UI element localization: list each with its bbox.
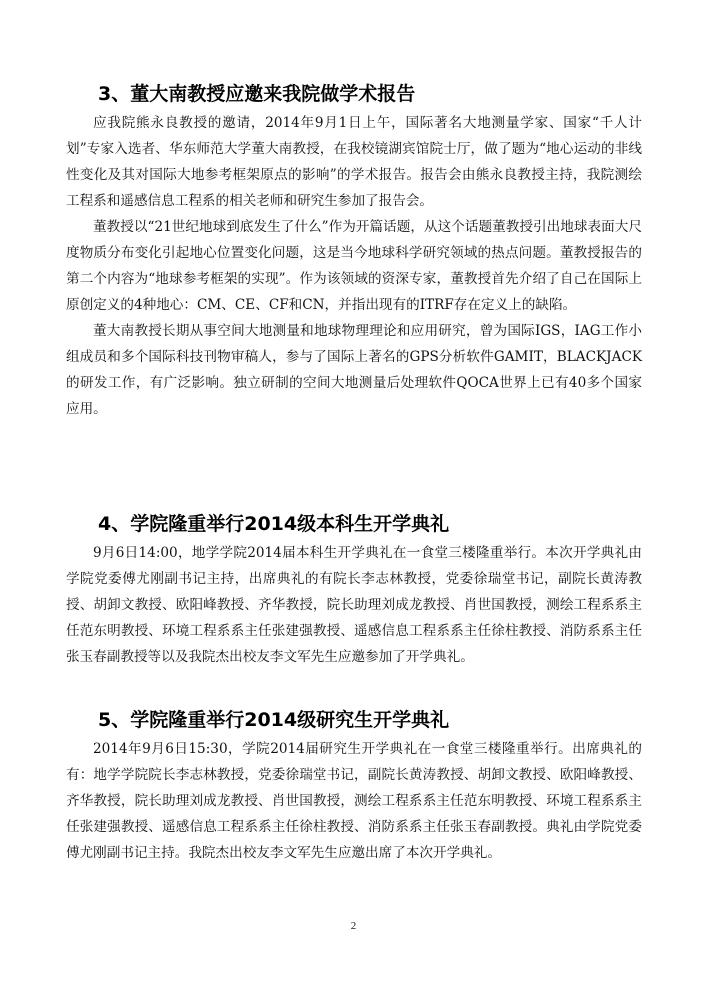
section-heading: 4、学院隆重举行2014级本科生开学典礼 bbox=[98, 513, 450, 535]
paragraph: 董大南教授长期从事空间大地测量和地球物理理论和应用研究，曾为国际IGS，IAG工作小组成员和多个国际科技刊物审稿人，参与了国际上著名的GPS分析软件GAMIT，BLACKJACK的研发工作，有广泛影响。独立研制的空间大地测量后处理软件QOCA世界上已有40多个国家应用。 bbox=[66, 323, 642, 417]
section-5 bbox=[66, 708, 642, 866]
section-heading: 5、学院隆重举行2014级研究生开学典礼 bbox=[98, 709, 450, 731]
page-number: 2 bbox=[350, 920, 357, 932]
section-3 bbox=[66, 82, 642, 422]
section-heading: 3、董大南教授应邀来我院做学术报告 bbox=[98, 83, 416, 105]
paragraph: 董教授以“21世纪地球到底发生了什么”作为开篇话题，从这个话题董教授引出地球表面大尺度物质分布变化引起地心位置变化问题，这是当今地球科学研究领域的热点问题。董教授报告的第二个内容为“地球参考框架的实现”。作为该领域的资深专家，董教授首先介绍了自己在国际上原创定义的4种地心：CM、CE、CF和CN，并指出现有的ITRF存在定义上的缺陷。 bbox=[66, 219, 642, 313]
section-4 bbox=[66, 512, 642, 670]
paragraph: 应我院熊永良教授的邀请，2014年9月1日上午，国际著名大地测量学家、国家“千人计划”专家入选者、华东师范大学董大南教授，在我校镜湖宾馆院士厅，做了题为“地心运动的非线性变化及其对国际大地参考框架原点的影响”的学术报告。报告会由熊永良教授主持，我院测绘工程系和遥感信息工程系的相关老师和研究生参加了报告会。 bbox=[66, 115, 642, 209]
paragraph: 2014年9月6日15:30，学院2014届研究生开学典礼在一食堂三楼隆重举行。出席典礼的有：地学学院院长李志林教授，党委徐瑞堂书记，副院长黄涛教授、胡卸文教授、欧阳峰教授、齐华教授，院长助理刘成龙教授、肖世国教授，测绘工程系系主任范东明教授、环境工程系系主任张建强教授、遥感信息工程系系主任徐柱教授、消防系系主任张玉春副教授。典礼由学院党委傅尤刚副书记主持。我院杰出校友李文军先生应邀出席了本次开学典礼。 bbox=[66, 741, 642, 861]
paragraph: 9月6日14:00，地学学院2014届本科生开学典礼在一食堂三楼隆重举行。本次开学典礼由学院党委傅尤刚副书记主持，出席典礼的有院长李志林教授，党委徐瑞堂书记，副院长黄涛教授、胡卸文教授、欧阳峰教授、齐华教授，院长助理刘成龙教授、肖世国教授，测绘工程系系主任范东明教授、环境工程系系主任张建强教授、遥感信息工程系系主任徐柱教授、消防系系主任张玉春副教授等以及我院杰出校友李文军先生应邀参加了开学典礼。 bbox=[66, 545, 642, 665]
